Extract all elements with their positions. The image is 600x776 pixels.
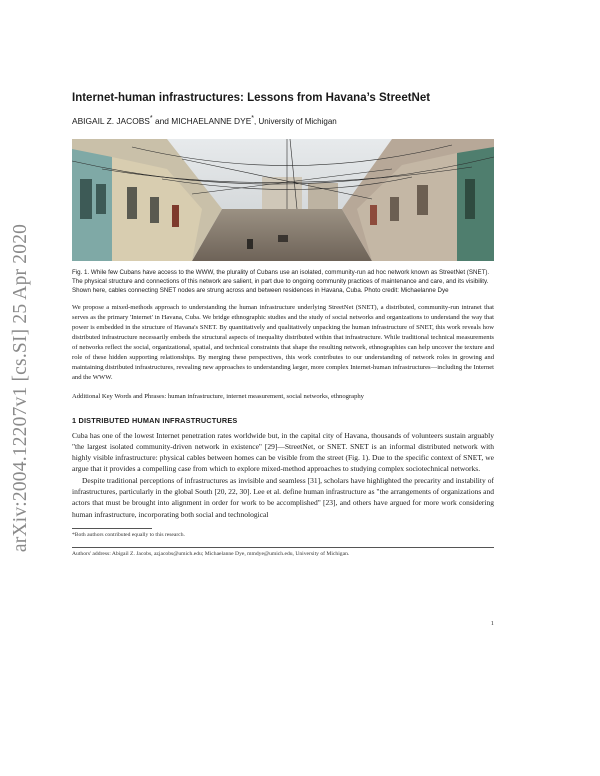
body-paragraph-2: Despite traditional perceptions of infrastructures as invisible and seamless [31], scholars have highlighted the precarity and instability of infrastructures, particularly in the global South [20, 22, 30]. Lee et al. define human infrastructure as "the arrangements of organizations and actors that must be brought into alignment in order for work to be accomplished" [23], and others have argued for more work considering human infrastructure, incorporating both social and technological bbox=[72, 475, 494, 519]
figure-caption: Fig. 1. While few Cubans have access to the WWW, the plurality of Cubans use an isolated, community-run ad hoc network known as StreetNet (SNET). The physical structure and connections of this network are salient, in part due to ongoing community practices of maintenance and care, and its visibility. Shown here, cables connecting SNET nodes are strung across and between residences in Havana, Cuba. Photo credit: Michaelanne Dye bbox=[72, 268, 490, 294]
affiliation: , University of Michigan bbox=[254, 116, 337, 126]
author-jacobs: ABIGAIL Z. JACOBS bbox=[72, 115, 150, 126]
arxiv-identifier-text: arXiv:2004.12207v1 [cs.SI] 25 Apr 2020 bbox=[10, 223, 31, 553]
footnote-rule bbox=[72, 528, 152, 529]
arxiv-identifier bbox=[4, 218, 38, 558]
keywords: Additional Key Words and Phrases: human infrastructure, internet measurement, social networks, ethnography bbox=[72, 392, 364, 400]
page-number: 1 bbox=[490, 620, 494, 627]
abstract: We propose a mixed-methods approach to understanding the human infrastructure underlying StreetNet (SNET), a distributed, community-run intranet that serves as the primary 'Internet' in Havana, Cuba. We bridge ethnographic studies and the study of social networks and organizations to understand the way that power is embedded in the structure of Havana's SNET. By quantitatively and qualitatively unpacking the human infrastructure of SNET, this work reveals how distributed infrastructure necessarily embeds the structural aspects of inequality distributed within that infrastructure. While traditional technical measurements of networks reflect the social, organizational, spatial, and technical constraints that shape the resulting network, ethnographies can help uncover the texture and role of these hidden supporting relationships. By merging these perspectives, this work contributes to our understanding of network roles in growing and maintaining distributed infrastructures, revealing new approaches to understanding larger, more complex Internet-human infrastructures—including the Internet and the WWW. bbox=[72, 303, 494, 382]
address-rule bbox=[72, 547, 494, 548]
paper-title: Internet-human infrastructures: Lessons from Havana’s StreetNet bbox=[72, 92, 431, 104]
havana-street-photo bbox=[72, 139, 494, 261]
author-dye: and MICHAELANNE DYE bbox=[154, 115, 252, 126]
author-line: ABIGAIL Z. JACOBS* and MICHAELANNE DYE*, University of Michigan bbox=[72, 115, 337, 126]
section-heading: 1 DISTRIBUTED HUMAN INFRASTRUCTURES bbox=[72, 415, 238, 425]
street-photo-illustration bbox=[72, 139, 494, 261]
paper-page bbox=[72, 92, 494, 557]
authors-address: Authors' address: Abigail Z. Jacobs, azjacobs@umich.edu; Michaelanne Dye, mmdye@umich.edu, University of Michigan. bbox=[72, 550, 350, 557]
footnote: *Both authors contributed equally to this research. bbox=[72, 531, 185, 538]
body-paragraph-1: Cuba has one of the lowest Internet penetration rates worldwide but, in the capital city of Havana, thousands of volunteers sustain arguably "the largest isolated community-driven network in existence" [29]—StreetNet, or SNET. SNET is an informal distributed network with highly visible infrastructure: physical cables between homes can be visible from the street (Fig. 1). Due to the specific context of SNET, we argue that it provides a compelling case from which to explore mixed-method approaches to studying complex sociotechnical networks. bbox=[72, 430, 494, 474]
